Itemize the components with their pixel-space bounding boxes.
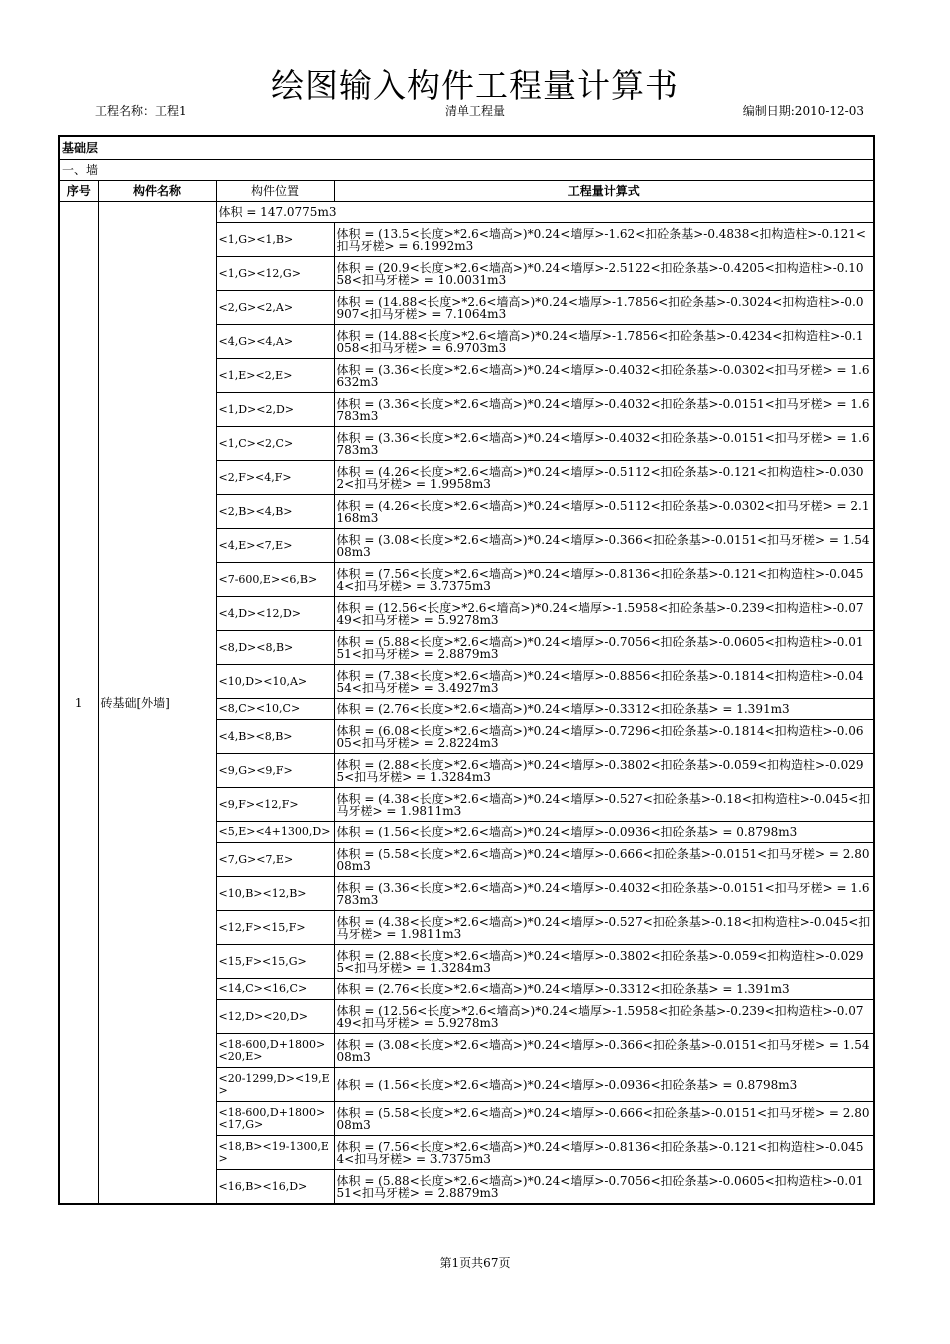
position-cell: <4,B><8,B> xyxy=(216,720,334,754)
header-row xyxy=(59,181,874,202)
formula-cell: 体积 = (4.38<长度>*2.6<墙高>)*0.24<墙厚>-0.527<扣砼条基>-0.18<扣构造柱>-0.045<扣马牙槎> = 1.9811m3 xyxy=(334,788,874,822)
formula-cell: 体积 = (6.08<长度>*2.6<墙高>)*0.24<墙厚>-0.7296<扣砼条基>-0.1814<扣构造柱>-0.0605<扣马牙槎> = 2.8224m3 xyxy=(334,720,874,754)
formula-cell: 体积 = (4.26<长度>*2.6<墙高>)*0.24<墙厚>-0.5112<扣砼条基>-0.121<扣构造柱>-0.0302<扣马牙槎> = 1.9958m3 xyxy=(334,461,874,495)
position-cell: <8,C><10,C> xyxy=(216,699,334,720)
compile-date: 编制日期:2010-12-03 xyxy=(742,104,864,118)
formula-cell: 体积 = (1.56<长度>*2.6<墙高>)*0.24<墙厚>-0.0936<扣砼条基> = 0.8798m3 xyxy=(334,1068,874,1102)
item-seq: 1 xyxy=(59,202,98,1205)
position-cell: <1,D><2,D> xyxy=(216,393,334,427)
position-cell: <5,E><4+1300,D> xyxy=(216,822,334,843)
position-cell: <16,B><16,D> xyxy=(216,1170,334,1205)
position-cell: <1,C><2,C> xyxy=(216,427,334,461)
project-name: 工程名称：工程1 xyxy=(95,104,187,118)
position-cell: <18-600,D+1800><20,E> xyxy=(216,1034,334,1068)
header-name: 构件名称 xyxy=(98,181,216,202)
position-cell: <15,F><15,G> xyxy=(216,945,334,979)
formula-cell: 体积 = (7.56<长度>*2.6<墙高>)*0.24<墙厚>-0.8136<扣砼条基>-0.121<扣构造柱>-0.0454<扣马牙槎> = 3.7375m3 xyxy=(334,563,874,597)
item-total: 体积 = 147.0775m3 xyxy=(216,202,874,223)
position-cell: <2,G><2,A> xyxy=(216,291,334,325)
formula-cell: 体积 = (3.36<长度>*2.6<墙高>)*0.24<墙厚>-0.4032<扣砼条基>-0.0151<扣马牙槎> = 1.6783m3 xyxy=(334,393,874,427)
formula-cell: 体积 = (7.38<长度>*2.6<墙高>)*0.24<墙厚>-0.8856<扣砼条基>-0.1814<扣构造柱>-0.0454<扣马牙槎> = 3.4927m3 xyxy=(334,665,874,699)
formula-cell: 体积 = (5.88<长度>*2.6<墙高>)*0.24<墙厚>-0.7056<扣砼条基>-0.0605<扣构造柱>-0.0151<扣马牙槎> = 2.8879m3 xyxy=(334,1170,874,1205)
subsection-title: 一、墙 xyxy=(59,160,874,181)
position-cell: <2,B><4,B> xyxy=(216,495,334,529)
position-cell: <2,F><4,F> xyxy=(216,461,334,495)
header-expr: 工程量计算式 xyxy=(334,181,874,202)
formula-cell: 体积 = (12.56<长度>*2.6<墙高>)*0.24<墙厚>-1.5958<扣砼条基>-0.239<扣构造柱>-0.0749<扣马牙槎> = 5.9278m3 xyxy=(334,1000,874,1034)
position-cell: <9,F><12,F> xyxy=(216,788,334,822)
section-row xyxy=(59,136,874,160)
position-cell: <1,G><1,B> xyxy=(216,223,334,257)
formula-cell: 体积 = (20.9<长度>*2.6<墙高>)*0.24<墙厚>-2.5122<扣砼条基>-0.4205<扣构造柱>-0.1058<扣马牙槎> = 10.0031m3 xyxy=(334,257,874,291)
position-cell: <10,B><12,B> xyxy=(216,877,334,911)
position-cell: <8,D><8,B> xyxy=(216,631,334,665)
formula-cell: 体积 = (4.26<长度>*2.6<墙高>)*0.24<墙厚>-0.5112<扣砼条基>-0.0302<扣马牙槎> = 2.1168m3 xyxy=(334,495,874,529)
page-footer: 第1页共67页 xyxy=(439,1256,511,1270)
position-cell: <18,B><19-1300,E> xyxy=(216,1136,334,1170)
position-cell: <4,D><12,D> xyxy=(216,597,334,631)
formula-cell: 体积 = (5.58<长度>*2.6<墙高>)*0.24<墙厚>-0.666<扣砼条基>-0.0151<扣马牙槎> = 2.8008m3 xyxy=(334,843,874,877)
page-title: 绘图输入构件工程量计算书 xyxy=(271,66,679,105)
formula-cell: 体积 = (2.88<长度>*2.6<墙高>)*0.24<墙厚>-0.3802<扣砼条基>-0.059<扣构造柱>-0.0295<扣马牙槎> = 1.3284m3 xyxy=(334,945,874,979)
position-cell: <4,G><4,A> xyxy=(216,325,334,359)
position-cell: <4,E><7,E> xyxy=(216,529,334,563)
formula-cell: 体积 = (7.56<长度>*2.6<墙高>)*0.24<墙厚>-0.8136<扣砼条基>-0.121<扣构造柱>-0.0454<扣马牙槎> = 3.7375m3 xyxy=(334,1136,874,1170)
position-cell: <10,D><10,A> xyxy=(216,665,334,699)
position-cell: <7-600,E><6,B> xyxy=(216,563,334,597)
formula-cell: 体积 = (12.56<长度>*2.6<墙高>)*0.24<墙厚>-1.5958<扣砼条基>-0.239<扣构造柱>-0.0749<扣马牙槎> = 5.9278m3 xyxy=(334,597,874,631)
item-total-row xyxy=(59,202,874,223)
position-cell: <14,C><16,C> xyxy=(216,979,334,1000)
position-cell: <9,G><9,F> xyxy=(216,754,334,788)
formula-cell: 体积 = (2.76<长度>*2.6<墙高>)*0.24<墙厚>-0.3312<扣砼条基> = 1.391m3 xyxy=(334,979,874,1000)
formula-cell: 体积 = (1.56<长度>*2.6<墙高>)*0.24<墙厚>-0.0936<扣砼条基> = 0.8798m3 xyxy=(334,822,874,843)
formula-cell: 体积 = (14.88<长度>*2.6<墙高>)*0.24<墙厚>-1.7856<扣砼条基>-0.4234<扣构造柱>-0.1058<扣马牙槎> = 6.9703m3 xyxy=(334,325,874,359)
formula-cell: 体积 = (4.38<长度>*2.6<墙高>)*0.24<墙厚>-0.527<扣砼条基>-0.18<扣构造柱>-0.045<扣马牙槎> = 1.9811m3 xyxy=(334,911,874,945)
list-type: 清单工程量 xyxy=(444,104,505,118)
header-pos: 构件位置 xyxy=(216,181,334,202)
position-cell: <18-600,D+1800><17,G> xyxy=(216,1102,334,1136)
section-title: 基础层 xyxy=(59,136,874,160)
header-seq: 序号 xyxy=(59,181,98,202)
position-cell: <7,G><7,E> xyxy=(216,843,334,877)
formula-cell: 体积 = (3.08<长度>*2.6<墙高>)*0.24<墙厚>-0.366<扣砼条基>-0.0151<扣马牙槎> = 1.5408m3 xyxy=(334,529,874,563)
item-name: 砖基础[外墙] xyxy=(98,202,216,1205)
position-cell: <12,D><20,D> xyxy=(216,1000,334,1034)
formula-cell: 体积 = (3.36<长度>*2.6<墙高>)*0.24<墙厚>-0.4032<扣砼条基>-0.0302<扣马牙槎> = 1.6632m3 xyxy=(334,359,874,393)
formula-cell: 体积 = (13.5<长度>*2.6<墙高>)*0.24<墙厚>-1.62<扣砼条基>-0.4838<扣构造柱>-0.121<扣马牙槎> = 6.1992m3 xyxy=(334,223,874,257)
position-cell: <1,G><12,G> xyxy=(216,257,334,291)
subsection-row xyxy=(59,160,874,181)
formula-cell: 体积 = (2.76<长度>*2.6<墙高>)*0.24<墙厚>-0.3312<扣砼条基> = 1.391m3 xyxy=(334,699,874,720)
position-cell: <1,E><2,E> xyxy=(216,359,334,393)
formula-cell: 体积 = (2.88<长度>*2.6<墙高>)*0.24<墙厚>-0.3802<扣砼条基>-0.059<扣构造柱>-0.0295<扣马牙槎> = 1.3284m3 xyxy=(334,754,874,788)
formula-cell: 体积 = (3.36<长度>*2.6<墙高>)*0.24<墙厚>-0.4032<扣砼条基>-0.0151<扣马牙槎> = 1.6783m3 xyxy=(334,427,874,461)
formula-cell: 体积 = (14.88<长度>*2.6<墙高>)*0.24<墙厚>-1.7856<扣砼条基>-0.3024<扣构造柱>-0.0907<扣马牙槎> = 7.1064m3 xyxy=(334,291,874,325)
formula-cell: 体积 = (3.36<长度>*2.6<墙高>)*0.24<墙厚>-0.4032<扣砼条基>-0.0151<扣马牙槎> = 1.6783m3 xyxy=(334,877,874,911)
quantity-table xyxy=(58,135,875,1205)
position-cell: <12,F><15,F> xyxy=(216,911,334,945)
formula-cell: 体积 = (5.88<长度>*2.6<墙高>)*0.24<墙厚>-0.7056<扣砼条基>-0.0605<扣构造柱>-0.0151<扣马牙槎> = 2.8879m3 xyxy=(334,631,874,665)
formula-cell: 体积 = (3.08<长度>*2.6<墙高>)*0.24<墙厚>-0.366<扣砼条基>-0.0151<扣马牙槎> = 1.5408m3 xyxy=(334,1034,874,1068)
formula-cell: 体积 = (5.58<长度>*2.6<墙高>)*0.24<墙厚>-0.666<扣砼条基>-0.0151<扣马牙槎> = 2.8008m3 xyxy=(334,1102,874,1136)
position-cell: <20-1299,D><19,E> xyxy=(216,1068,334,1102)
